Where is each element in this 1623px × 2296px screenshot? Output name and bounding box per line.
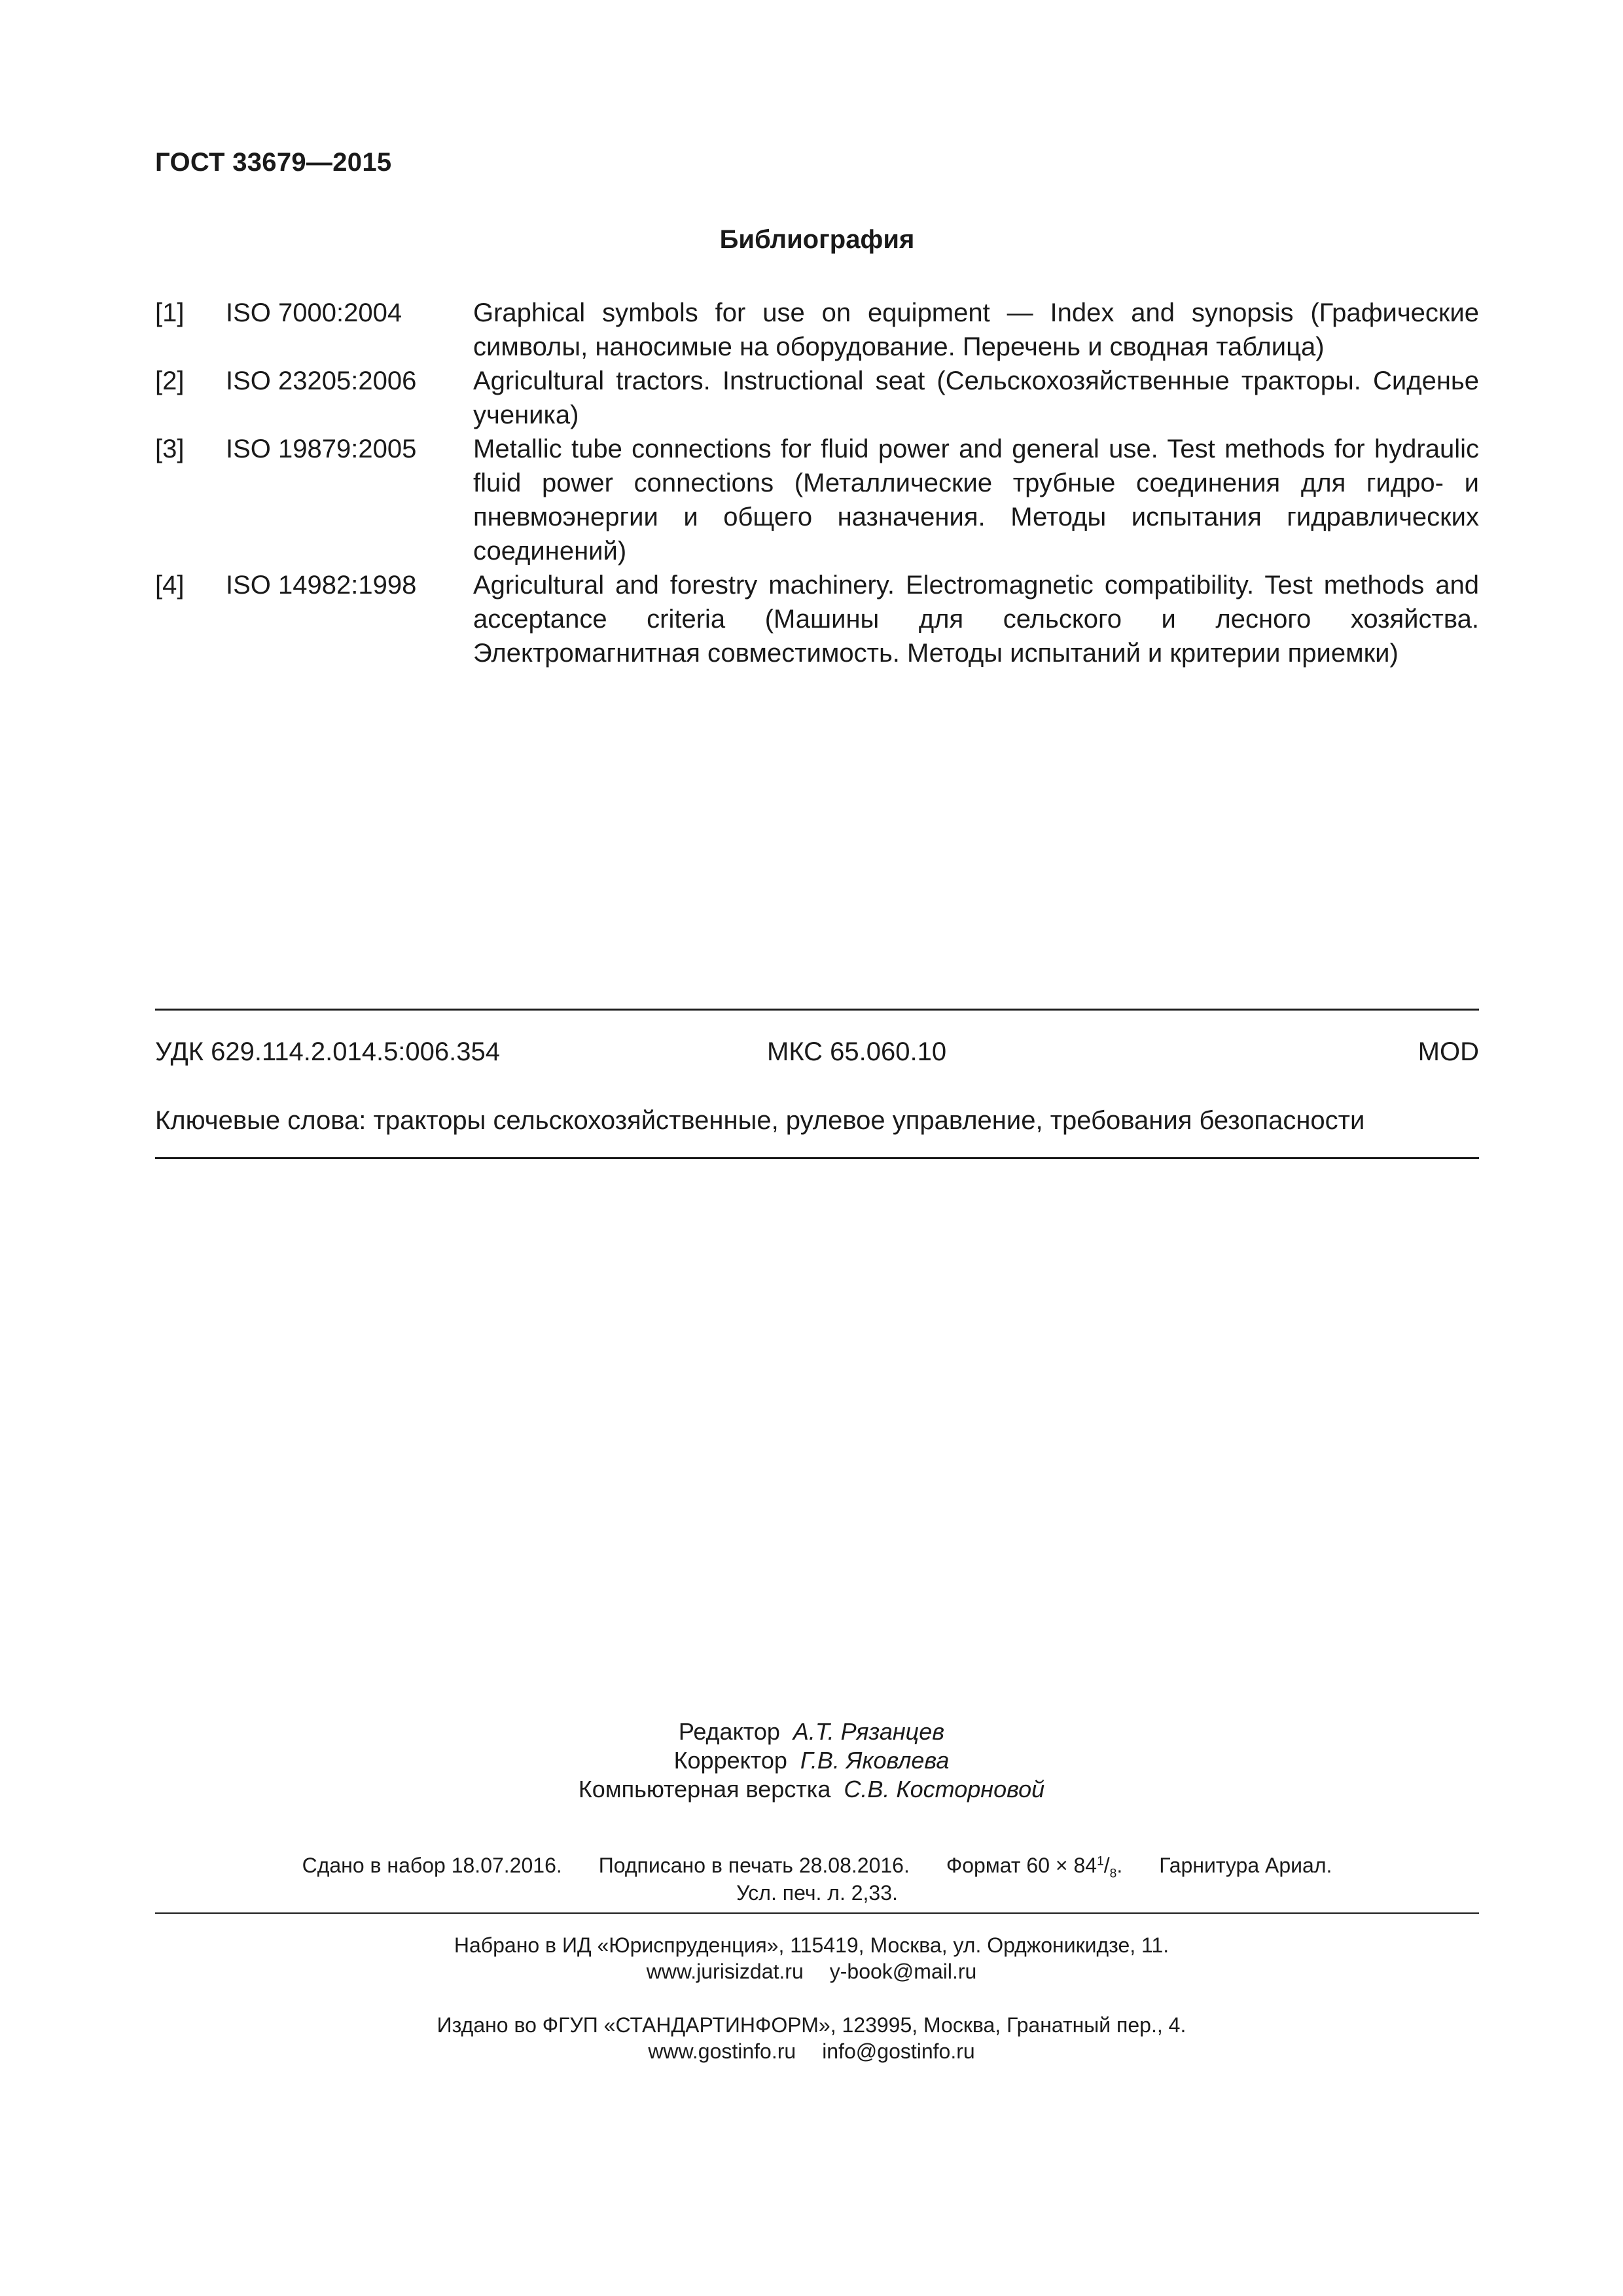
entry-title: Metallic tube connections for fluid power and general use. Test methods for hydraulic fluid power connections (Металлические трубные соединения для гидро- и пневмоэнергии и общего назначения. Методы испытания гидравлических соединений) bbox=[473, 435, 1479, 565]
entry-number: [1] bbox=[155, 298, 185, 327]
corrector-name: Г.В. Яковлева bbox=[800, 1747, 950, 1774]
corrector-label: Корректор bbox=[673, 1747, 787, 1774]
entry-standard-code: ISO 7000:2004 bbox=[226, 298, 402, 327]
entry-number: [2] bbox=[155, 367, 185, 395]
divider-top bbox=[155, 1009, 1479, 1011]
typeset-contacts bbox=[0, 1958, 1623, 1984]
classification-row bbox=[155, 1035, 1479, 1069]
print-info-line bbox=[155, 1852, 1479, 1879]
modification-mark: MOD bbox=[1418, 1037, 1479, 1066]
divider-footer bbox=[155, 1912, 1479, 1914]
typeset-info bbox=[0, 1932, 1623, 1984]
typeset-email[interactable]: y-book@mail.ru bbox=[829, 1960, 977, 1983]
issued-line: Издано во ФГУП «СТАНДАРТИНФОРМ», 123995, Москва, Гранатный пер., 4. bbox=[437, 2013, 1186, 2037]
entry-title: Graphical symbols for use on equipment — Index and synopsis (Графические символы, наносимые на оборудование. Перечень и сводная таблица) bbox=[473, 298, 1479, 361]
typeset-line: Набрано в ИД «Юриспруденция», 115419, Москва, ул. Орджоникидзе, 11. bbox=[454, 1933, 1169, 1957]
signed-date: Подписано в печать 28.08.2016. bbox=[598, 1854, 910, 1877]
bibliography-title: Библиография bbox=[719, 225, 915, 254]
submitted-date: Сдано в набор 18.07.2016. bbox=[302, 1854, 562, 1877]
udk-code: УДК 629.114.2.014.5:006.354 bbox=[155, 1037, 501, 1066]
entry-standard-code: ISO 23205:2006 bbox=[226, 367, 417, 395]
layout-line bbox=[0, 1775, 1623, 1804]
issued-website[interactable]: www.gostinfo.ru bbox=[648, 2039, 796, 2063]
editor-name: А.Т. Рязанцев bbox=[793, 1718, 945, 1745]
issued-contacts bbox=[0, 2038, 1623, 2064]
corrector-line bbox=[0, 1746, 1623, 1775]
entry-standard-code: ISO 14982:1998 bbox=[226, 571, 417, 600]
entry-number: [4] bbox=[155, 571, 185, 600]
bibliography-entry bbox=[155, 296, 1479, 364]
layout-label: Компьютерная верстка bbox=[578, 1776, 831, 1803]
entry-number: [3] bbox=[155, 435, 185, 463]
mks-code: МКС 65.060.10 bbox=[767, 1037, 947, 1066]
entry-title: Agricultural and forestry machinery. Electromagnetic compatibility. Test methods and acceptance criteria (Машины для сельского и лесного хозяйства. Электромагнитная совместимость. Методы испытаний и критерии приемки) bbox=[473, 571, 1479, 668]
issued-email[interactable]: info@gostinfo.ru bbox=[822, 2039, 975, 2063]
editor-line bbox=[0, 1717, 1623, 1746]
layout-name: С.В. Косторновой bbox=[844, 1776, 1045, 1803]
keywords: Ключевые слова: тракторы сельскохозяйственные, рулевое управление, требования безопасности bbox=[155, 1106, 1365, 1135]
typeface: Гарнитура Ариал. bbox=[1159, 1854, 1332, 1877]
divider-keywords bbox=[155, 1157, 1479, 1159]
bibliography-entry bbox=[155, 432, 1479, 568]
bibliography-entry bbox=[155, 364, 1479, 432]
editor-label: Редактор bbox=[678, 1718, 780, 1745]
bibliography-entry bbox=[155, 568, 1479, 670]
entry-standard-code: ISO 19879:2005 bbox=[226, 435, 417, 463]
print-sheets: Усл. печ. л. 2,33. bbox=[736, 1881, 898, 1905]
bibliography-list bbox=[155, 296, 1479, 670]
credits bbox=[0, 1717, 1623, 1804]
typeset-website[interactable]: www.jurisizdat.ru bbox=[646, 1960, 804, 1983]
print-info bbox=[155, 1852, 1479, 1907]
issued-info bbox=[0, 2012, 1623, 2064]
paper-format: Формат $60 \times 84^1/_8$. bbox=[946, 1854, 1123, 1881]
entry-title: Agricultural tractors. Instructional seat (Сельскохозяйственные тракторы. Сиденье ученика) bbox=[473, 367, 1479, 429]
document-code: ГОСТ 33679—2015 bbox=[155, 148, 392, 177]
